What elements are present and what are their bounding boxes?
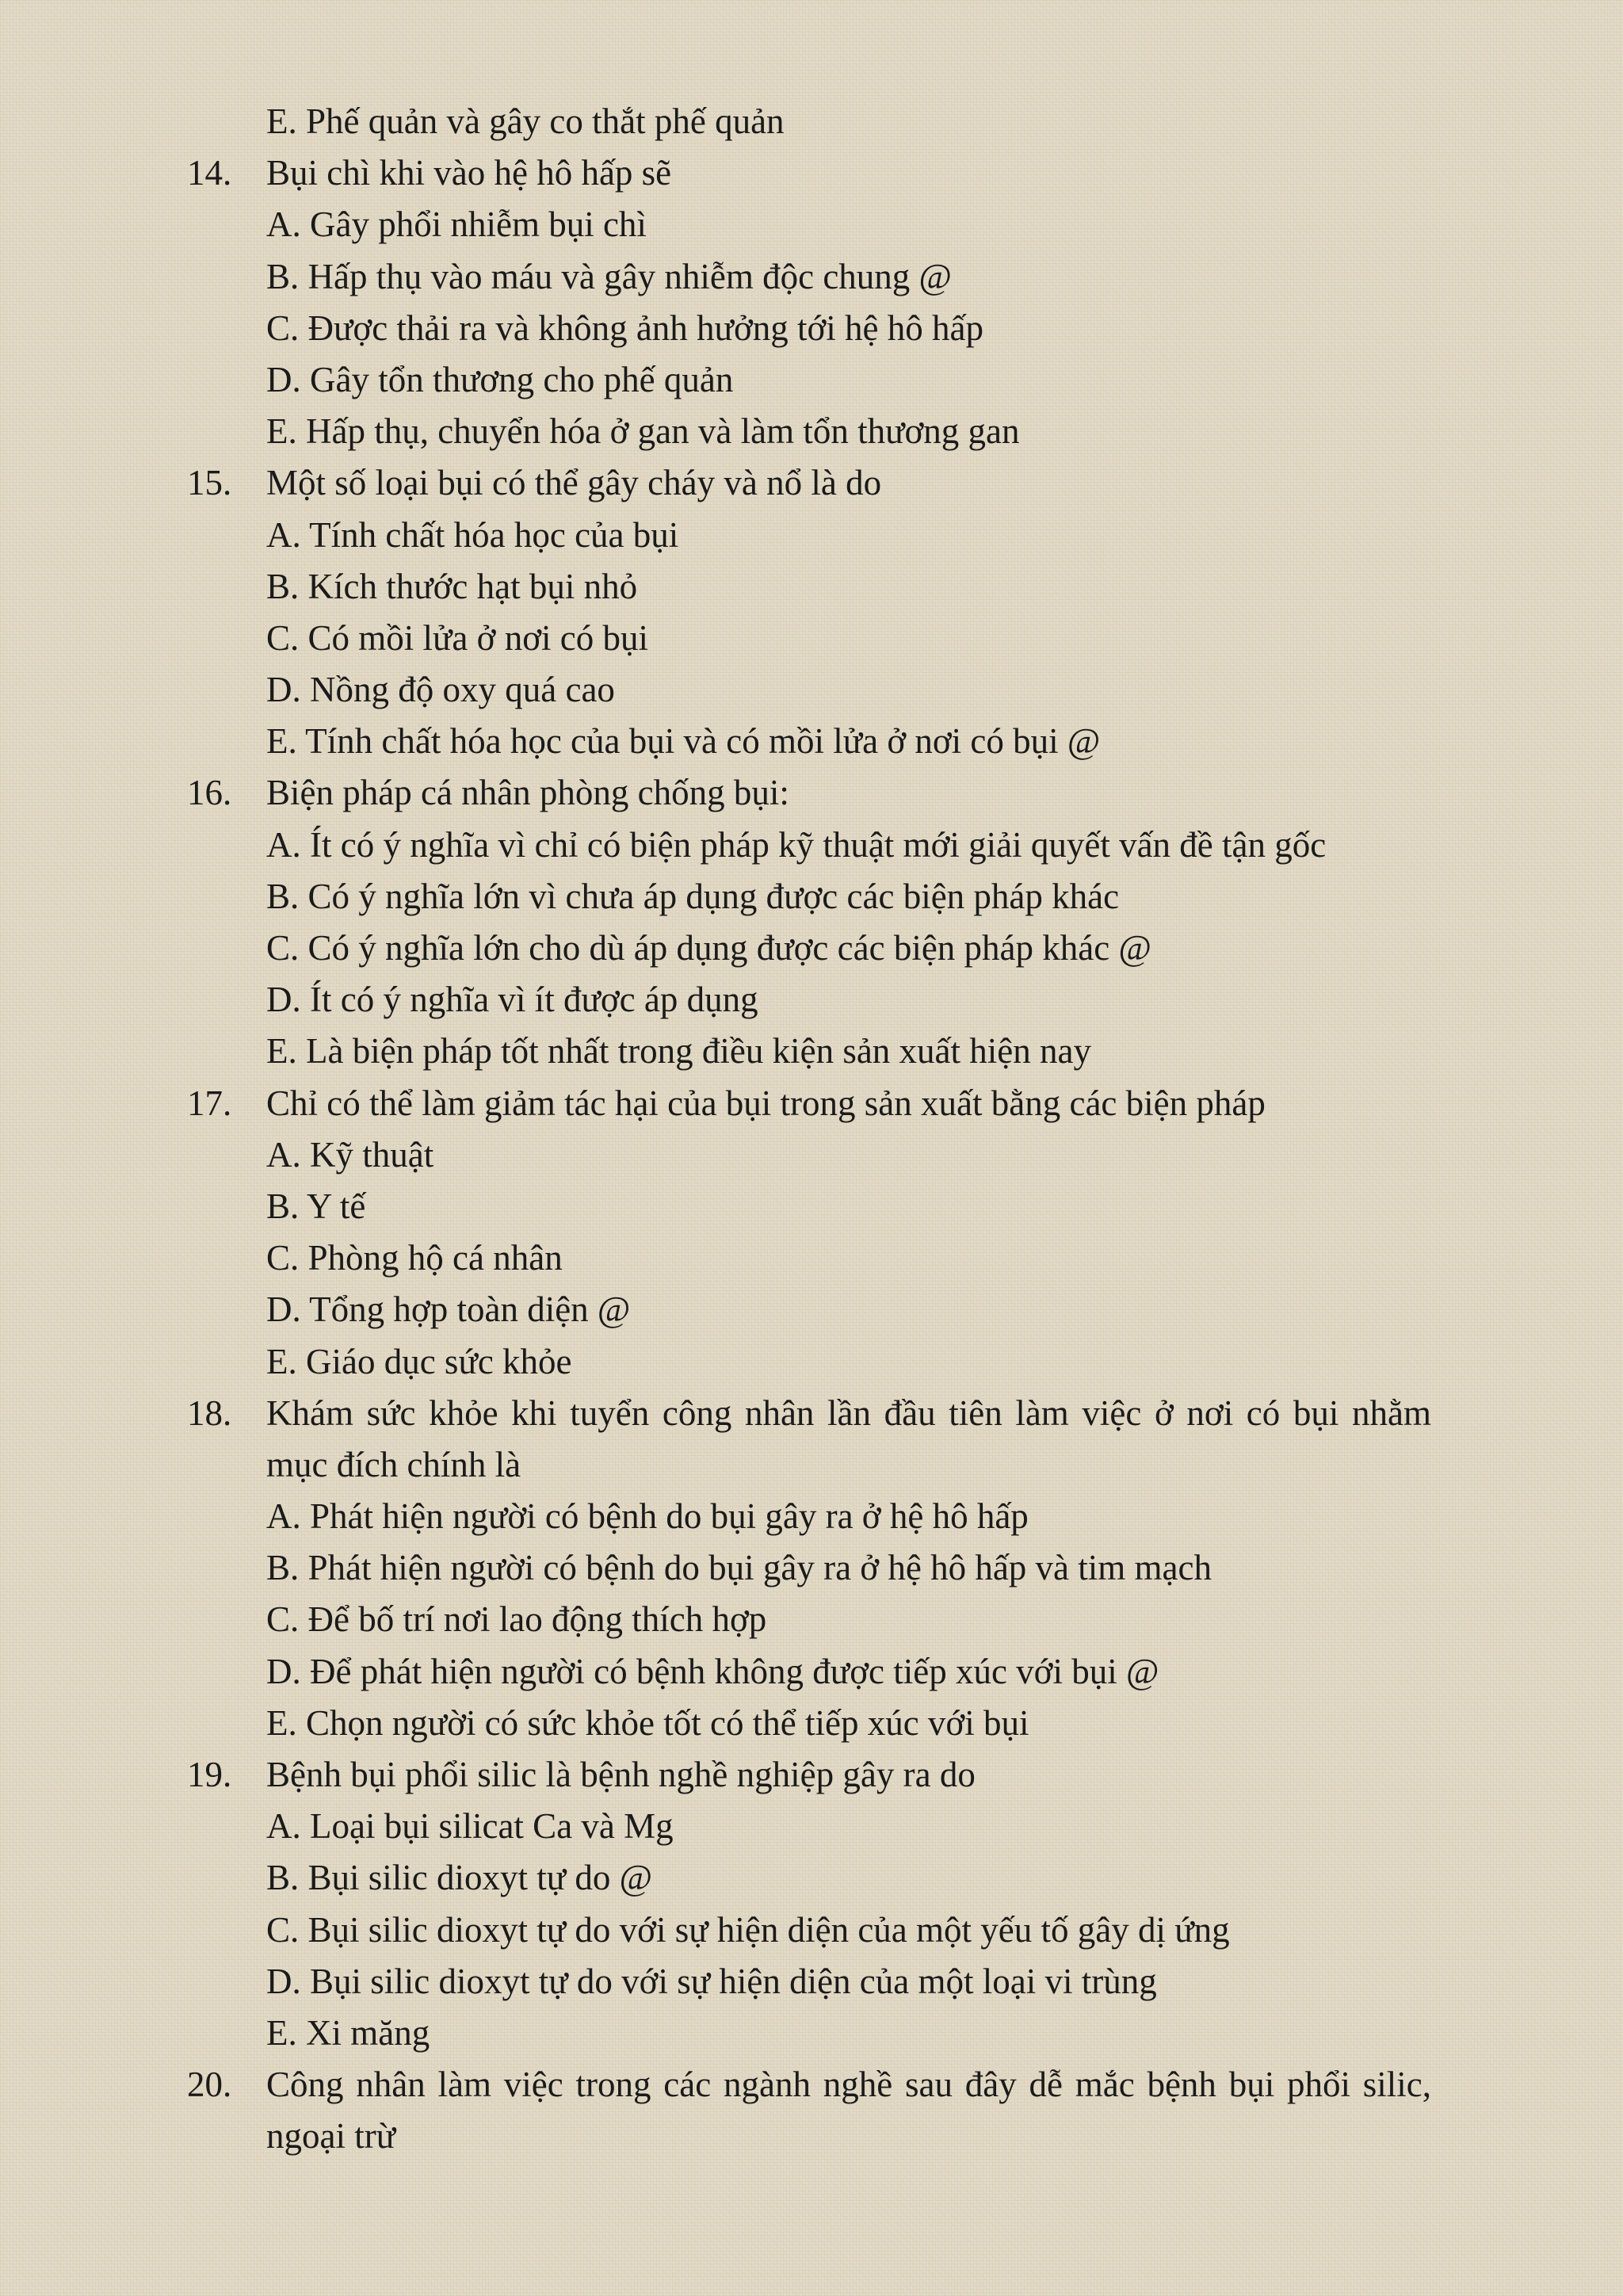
option-18-c: C. Để bố trí nơi lao động thích hợp <box>266 1599 767 1640</box>
question-number: 20. <box>187 2065 232 2105</box>
option-16-e: E. Là biện pháp tốt nhất trong điều kiện sản xuất hiện nay <box>266 1031 1091 1072</box>
option-14-c: C. Được thải ra và không ảnh hưởng tới hệ hô hấp <box>266 308 983 348</box>
option-17-a: A. Kỹ thuật <box>266 1134 434 1175</box>
option-19-e: E. Xi măng <box>266 2012 430 2053</box>
question-number: 15. <box>187 463 232 503</box>
option-15-e: E. Tính chất hóa học của bụi và có mồi lửa ở nơi có bụi @ <box>266 721 1101 762</box>
option-18-a: A. Phát hiện người có bệnh do bụi gây ra ở hệ hô hấp <box>266 1496 1029 1537</box>
question-text: Biện pháp cá nhân phòng chống bụi: <box>266 773 789 813</box>
question-text: Khám sức khỏe khi tuyển công nhân lần đầu tiên làm việc ở nơi có bụi nhằm mục đích chính là <box>266 1392 1431 1484</box>
question-number: 14. <box>187 153 232 193</box>
option-19-d: D. Bụi silic dioxyt tự do với sự hiện diện của một loại vi trùng <box>266 1961 1157 2001</box>
question-19 <box>187 1749 1431 1801</box>
option-15-b: B. Kích thước hạt bụi nhỏ <box>266 566 638 606</box>
option-17-b: B. Y tế <box>266 1186 366 1226</box>
question-text: Một số loại bụi có thể gây cháy và nổ là do <box>266 463 882 503</box>
question-number: 17. <box>187 1083 232 1123</box>
option-14-d: D. Gây tổn thương cho phế quản <box>266 359 734 399</box>
option-17-c: C. Phòng hộ cá nhân <box>266 1238 563 1278</box>
question-15 <box>187 457 1431 509</box>
question-text: Chỉ có thể làm giảm tác hại của bụi trong sản xuất bằng các biện pháp <box>266 1083 1266 1123</box>
question-number: 19. <box>187 1755 232 1795</box>
option-14-a: A. Gây phổi nhiễm bụi chì <box>266 204 647 245</box>
option-15-c: C. Có mồi lửa ở nơi có bụi <box>266 617 648 658</box>
option-16-b: B. Có ý nghĩa lớn vì chưa áp dụng được các biện pháp khác <box>266 876 1120 916</box>
question-20 <box>187 2059 1431 2162</box>
option-15-a: A. Tính chất hóa học của bụi <box>266 514 679 555</box>
option-17-e: E. Giáo dục sức khỏe <box>266 1341 572 1381</box>
option-19-b: B. Bụi silic dioxyt tự do @ <box>266 1858 653 1898</box>
question-number: 16. <box>187 773 232 813</box>
question-text: Bệnh bụi phổi silic là bệnh nghề nghiệp gây ra do <box>266 1755 976 1795</box>
question-number: 18. <box>187 1392 232 1433</box>
option-18-b: B. Phát hiện người có bệnh do bụi gây ra ở hệ hô hấp và tim mạch <box>266 1548 1212 1588</box>
option-19-c: C. Bụi silic dioxyt tự do với sự hiện diện của một yếu tố gây dị ứng <box>266 1909 1230 1950</box>
option-16-a: A. Ít có ý nghĩa vì chỉ có biện pháp kỹ thuật mới giải quyết vấn đề tận gốc <box>266 824 1327 865</box>
option-14-b: B. Hấp thụ vào máu và gây nhiễm độc chung @ <box>266 256 952 296</box>
question-14 <box>187 147 1431 199</box>
option-15-d: D. Nồng độ oxy quá cao <box>266 670 615 710</box>
option-19-a: A. Loại bụi silicat Ca và Mg <box>266 1806 674 1847</box>
option-16-c: C. Có ý nghĩa lớn cho dù áp dụng được các biện pháp khác @ <box>266 928 1151 968</box>
question-18 <box>187 1388 1431 1491</box>
option-17-d: D. Tổng hợp toàn diện @ <box>266 1289 631 1330</box>
option-18-e: E. Chọn người có sức khỏe tốt có thể tiếp xúc với bụi <box>266 1702 1029 1743</box>
question-text: Công nhân làm việc trong các ngành nghề sau đây dễ mắc bệnh bụi phổi silic, ngoại trừ <box>266 2065 1431 2157</box>
question-17 <box>187 1078 1431 1129</box>
option-16-d: D. Ít có ý nghĩa vì ít được áp dụng <box>266 980 758 1020</box>
question-text: Bụi chì khi vào hệ hô hấp sẽ <box>266 153 672 193</box>
option-13-e: E. Phế quản và gây co thắt phế quản <box>266 101 785 141</box>
option-14-e: E. Hấp thụ, chuyển hóa ở gan và làm tổn thương gan <box>266 411 1020 452</box>
option-18-d: D. Để phát hiện người có bệnh không được tiếp xúc với bụi @ <box>266 1651 1159 1691</box>
question-list <box>187 96 1431 2163</box>
question-16 <box>187 767 1431 819</box>
